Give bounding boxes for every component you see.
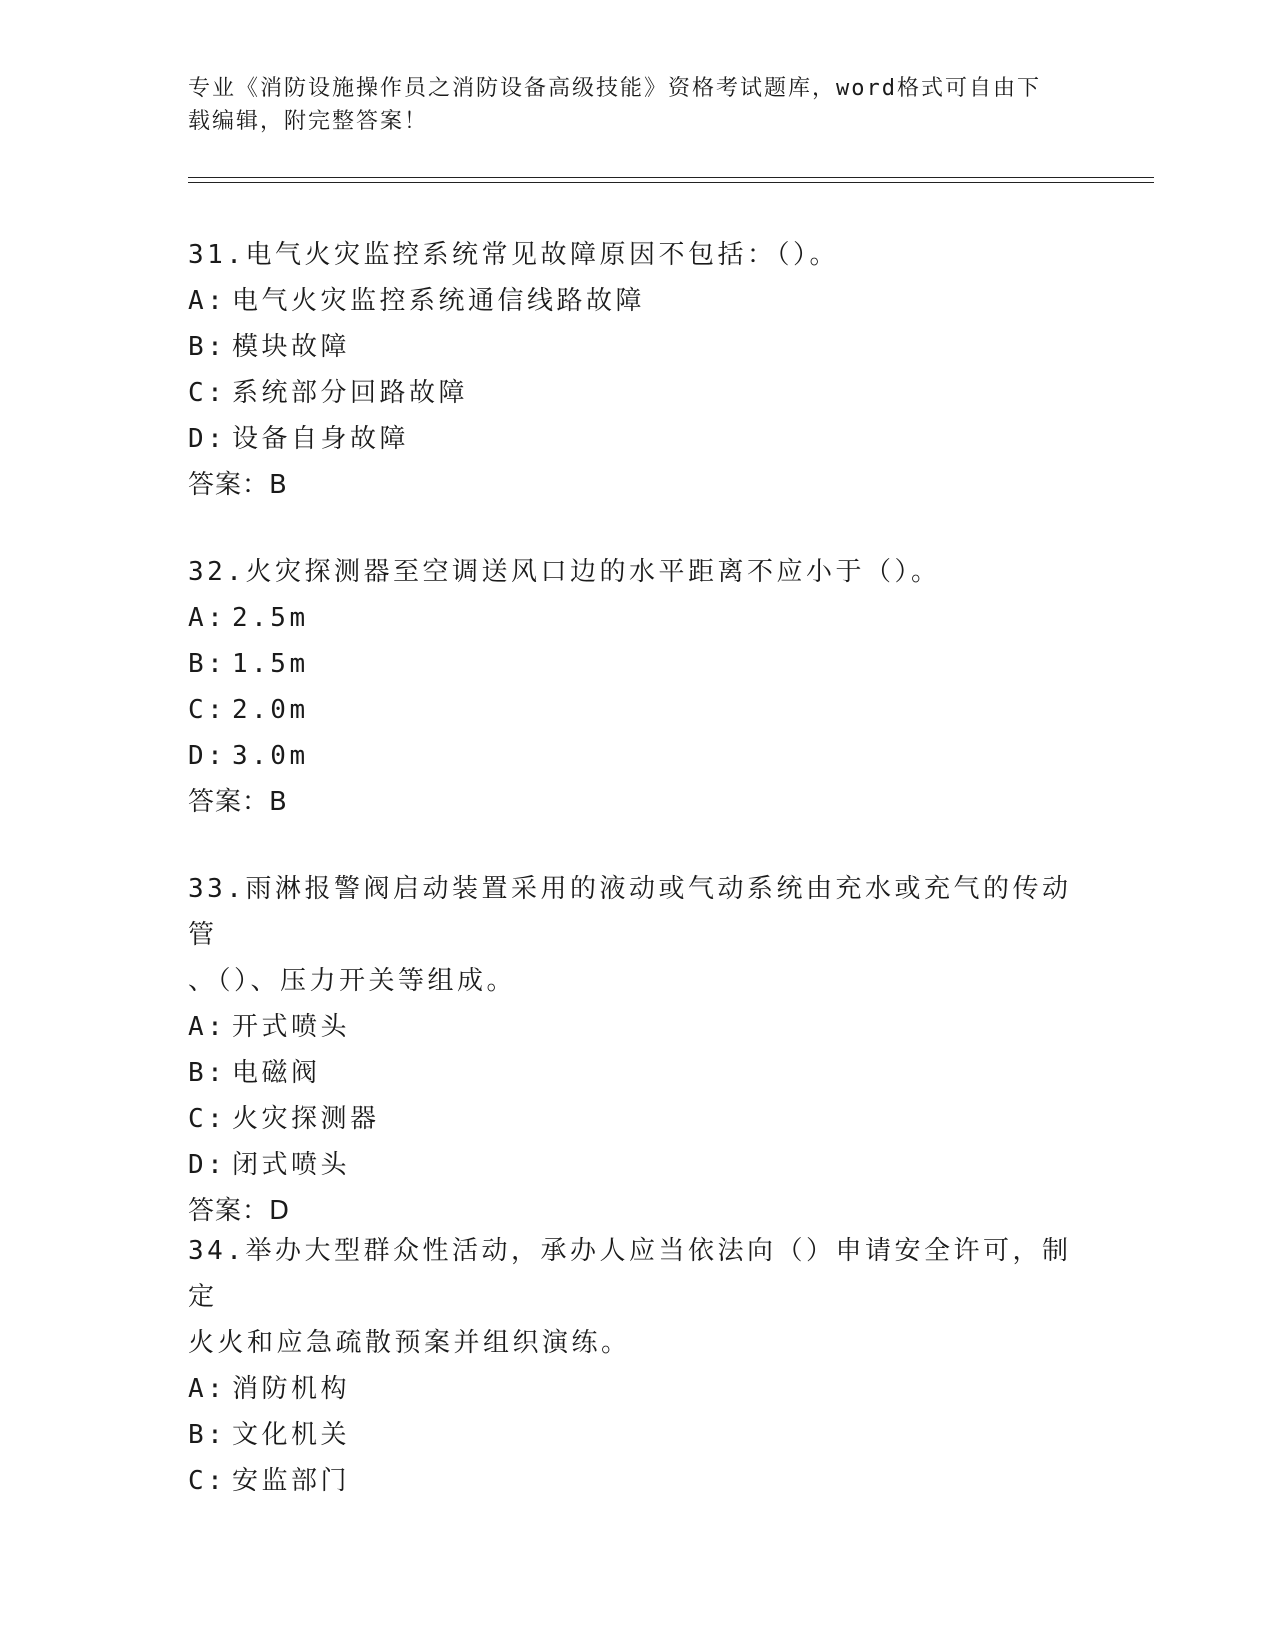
question-stem-line-1: 34.举办大型群众性活动，承办人应当依法向（）申请安全许可，制定 xyxy=(188,1236,1072,1312)
option-text: 闭式喷头 xyxy=(232,1150,351,1180)
option-text: 火灾探测器 xyxy=(232,1104,380,1134)
question-stem-line-2: 火火和应急疏散预案并组织演练。 xyxy=(188,1328,631,1358)
option-c xyxy=(188,370,1088,416)
option-text: 电磁阀 xyxy=(232,1058,321,1088)
option-c xyxy=(188,1458,1088,1504)
option-letter: D: xyxy=(188,741,227,771)
header-line-1: 专业《消防设施操作员之消防设备高级技能》资格考试题库，word格式可自由下 xyxy=(188,76,1041,101)
question-stem: 32.火灾探测器至空调送风口边的水平距离不应小于（）。 xyxy=(188,557,941,587)
option-b xyxy=(188,641,1088,687)
option-b xyxy=(188,324,1088,370)
option-text: 安监部门 xyxy=(232,1466,351,1496)
question-stem-line-2: 、（）、压力开关等组成。 xyxy=(188,966,517,996)
option-d xyxy=(188,416,1088,462)
option-text: 设备自身故障 xyxy=(232,424,410,454)
option-letter: A: xyxy=(188,603,227,633)
option-text: 系统部分回路故障 xyxy=(232,378,469,408)
question-34 xyxy=(188,1228,1088,1504)
option-a xyxy=(188,1366,1088,1412)
option-c xyxy=(188,687,1088,733)
option-letter: C: xyxy=(188,1104,227,1134)
question-stem-line-1: 33.雨淋报警阀启动装置采用的液动或气动系统由充水或充气的传动管 xyxy=(188,874,1072,950)
option-letter: C: xyxy=(188,695,227,725)
option-text: 1.5m xyxy=(232,649,309,679)
question-33 xyxy=(188,866,1088,1234)
option-c xyxy=(188,1096,1088,1142)
option-letter: A: xyxy=(188,1374,227,1404)
option-text: 消防机构 xyxy=(232,1374,351,1404)
option-letter: B: xyxy=(188,332,227,362)
question-stem: 31.电气火灾监控系统常见故障原因不包括：（）。 xyxy=(188,240,839,270)
option-d xyxy=(188,733,1088,779)
option-letter: D: xyxy=(188,424,227,454)
answer: 答案：B xyxy=(188,470,288,500)
option-letter: B: xyxy=(188,1058,227,1088)
option-letter: C: xyxy=(188,1466,227,1496)
option-a xyxy=(188,1004,1088,1050)
option-a xyxy=(188,595,1088,641)
option-letter: A: xyxy=(188,1012,227,1042)
option-text: 模块故障 xyxy=(232,332,351,362)
option-text: 开式喷头 xyxy=(232,1012,351,1042)
answer: 答案：D xyxy=(188,1196,291,1226)
option-a xyxy=(188,278,1088,324)
option-b xyxy=(188,1412,1088,1458)
header-divider-top xyxy=(188,177,1154,178)
option-letter: D: xyxy=(188,1150,227,1180)
question-32 xyxy=(188,549,1088,825)
option-letter: B: xyxy=(188,649,227,679)
option-b xyxy=(188,1050,1088,1096)
header-divider-bottom xyxy=(188,182,1154,183)
header-line-2: 载编辑，附完整答案！ xyxy=(188,109,429,134)
option-text: 3.0m xyxy=(232,741,309,771)
answer: 答案：B xyxy=(188,787,288,817)
question-31 xyxy=(188,232,1088,508)
option-letter: A: xyxy=(188,286,227,316)
option-text: 2.5m xyxy=(232,603,309,633)
option-text: 文化机关 xyxy=(232,1420,351,1450)
option-text: 电气火灾监控系统通信线路故障 xyxy=(232,286,646,316)
option-d xyxy=(188,1142,1088,1188)
option-letter: C: xyxy=(188,378,227,408)
option-text: 2.0m xyxy=(232,695,309,725)
option-letter: B: xyxy=(188,1420,227,1450)
document-header xyxy=(188,72,1088,138)
